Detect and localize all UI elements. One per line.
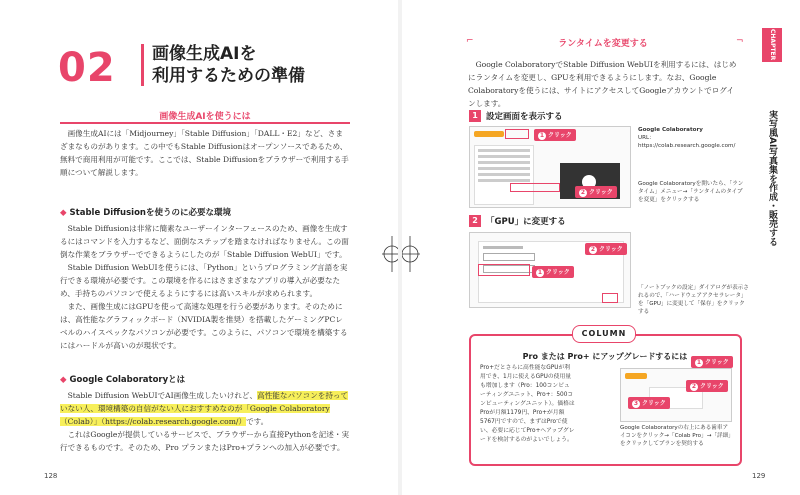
subhead-use-ai: 画像生成AIを使うには — [159, 112, 251, 122]
page-title — [152, 43, 305, 87]
crop-mark-icon — [382, 236, 398, 272]
environment-paragraphs: Stable Diffusionは非常に簡素なユーザーインターフェースのため、画像を生成するにはコマンドを入力するなど、面倒なステップを踏まなければなりません。この面倒な作業をブラウザーでできるようにしたのが「Stable Diffusion WebUI」です。 Stable Diffusion WebUIを使うには、「Python」というプログラミング言語を実行できる環境が必要です。この環境を作るにはさまざまなアプリの導入が必要なため、手持ちのパソコンで使えるようにするには高いスキルが求められます。 また、画像生成にはGPUを使って高速な処理を行う必要があります。そのためには、高性能なグラフィックボード（NVIDIA製を推奨）を搭載したゲーミングPCレベルのハイスペックなパソコンが必要です。このように、パソコンで環境を構築するにはハードルが高いのが現状です。 — [60, 224, 349, 350]
column-screenshot — [620, 368, 732, 422]
highlight-change-runtime — [510, 183, 560, 192]
column-caption: Google Colaboratoryの右上にある歯車アイコンをクリック→「Colab Pro」→「詳細」をクリックしてプランを契約する — [620, 425, 731, 447]
diamond-icon: ◆ — [60, 375, 67, 385]
column-title: Pro または Pro+ にアップグレードするには — [522, 352, 688, 361]
click-badge-1: 1 クリック — [534, 129, 576, 141]
bracket-left-icon: ⌐ — [466, 36, 474, 46]
click-badge-column-3: 3 クリック — [628, 397, 670, 409]
diamond-icon: ◆ — [60, 208, 67, 218]
highlight-save-button — [602, 293, 618, 303]
page-number-right: 129 — [752, 472, 766, 480]
colab-paragraphs: Stable Diffusion WebUIでAI画像生成したいけれど、高性能なパソコンを持っていない人、環境構築の自信がない人におすすめなのが「Google Colaboratory（Colab）」（https://colab.research.google.com/）です。 これはGoogleが提供しているサービスで、ブラウザーから直接Pythonを記述・実行できるものです。そのため、Pro プランまたはPro+プランへの加入が必要です。 — [60, 391, 350, 452]
column-body: Pro+だとさらに高性能なGPUが利用でき、1月に使えるGPUの使用量も増加します（Pro：100コンピューティングユニット、Pro+：500コンピューティングユニット）。価格はProが月額1179円、Pro+が月額5767円ですので、まずはProで使い、必要に応じてPro+へアップグレードを検討するのがよいでしょう。 — [480, 365, 575, 443]
step-2-label: 「GPU」に変更する — [486, 217, 566, 227]
bullet-heading-colab: ◆ Google Colaboratoryとは — [60, 375, 186, 385]
chapter-title-vertical: 実写風AI写真集を作成・販売する — [767, 110, 777, 247]
step-1-label: 設定画面を表示する — [486, 112, 563, 122]
click-badge-step2-1: 1 クリック — [532, 266, 574, 278]
colab-logo — [474, 131, 504, 137]
step-1-number: 1 — [469, 110, 481, 122]
click-badge-step2-2: 2 クリック — [585, 243, 627, 255]
title-line-1: 画像生成AIを — [152, 44, 257, 64]
step-2-number: 2 — [469, 215, 481, 227]
click-badge-column-2: 2 クリック — [686, 380, 728, 392]
step-2-caption: 「ノートブックの設定」ダイアログが表示されるので、「ハードウェアアクセラレータ」を「GPU」に変更して「保存」をクリックする — [638, 285, 749, 315]
chapter-tab: CHAPTER 6 — [762, 28, 782, 62]
step-1-caption-url: URL：https://colab.research.google.com/ — [638, 135, 736, 149]
left-page — [0, 0, 398, 495]
runtime-intro: Google ColaboratoryでStable Diffusion WebUIを利用するには、はじめにランタイムを変更し、GPUを利用できるようにします。なお、Google Colaboratoryを使うには、サイトにアクセスしてGoogleアカウントでログインします。 — [468, 60, 737, 108]
bullet-heading-environment: ◆ Stable Diffusionを使うのに必要な環境 — [60, 208, 231, 218]
section-number: 02 — [58, 45, 116, 91]
subhead-runtime: ランタイムを変更する — [558, 39, 648, 49]
bracket-right-icon: ¬ — [736, 36, 744, 46]
column-tag: COLUMN — [572, 325, 636, 343]
crop-mark-icon — [402, 236, 420, 272]
click-badge-2: 2 クリック — [575, 186, 617, 198]
step-1-caption-title: Google Colaboratory — [638, 127, 703, 133]
heading-divider — [141, 44, 144, 86]
colab-logo — [625, 373, 647, 379]
click-badge-column-1: 1 クリック — [691, 356, 733, 368]
highlight-gpu-select — [478, 264, 530, 276]
step-1-caption: Google Colaboratoryを開いたら、「ランタイム」メニュー→「ランタイムのタイプを変更」をクリックする — [638, 181, 744, 203]
highlighted-text: 高性能なパソコンを持っていない人、環境構築の自信がない人におすすめなのが「Google Colaboratory（Colab）」（https://colab.research.google.com/） — [60, 391, 349, 426]
intro-paragraph: 画像生成AIには「Midjourney」「Stable Diffusion」「DALL・E2」など、さまざまなものがあります。この中でもStable Diffusionはオープンソースであるため、無料で商用利用が可能です。ここでは、Stable Diffusionをブラウザーで利用する手順について解説します。 — [60, 129, 349, 177]
runtime-menu — [474, 145, 534, 205]
subhead-underline — [60, 122, 350, 124]
page-number-left: 128 — [44, 472, 58, 480]
title-line-2: 利用するための準備 — [152, 66, 305, 86]
highlight-runtime-menu — [505, 129, 529, 139]
